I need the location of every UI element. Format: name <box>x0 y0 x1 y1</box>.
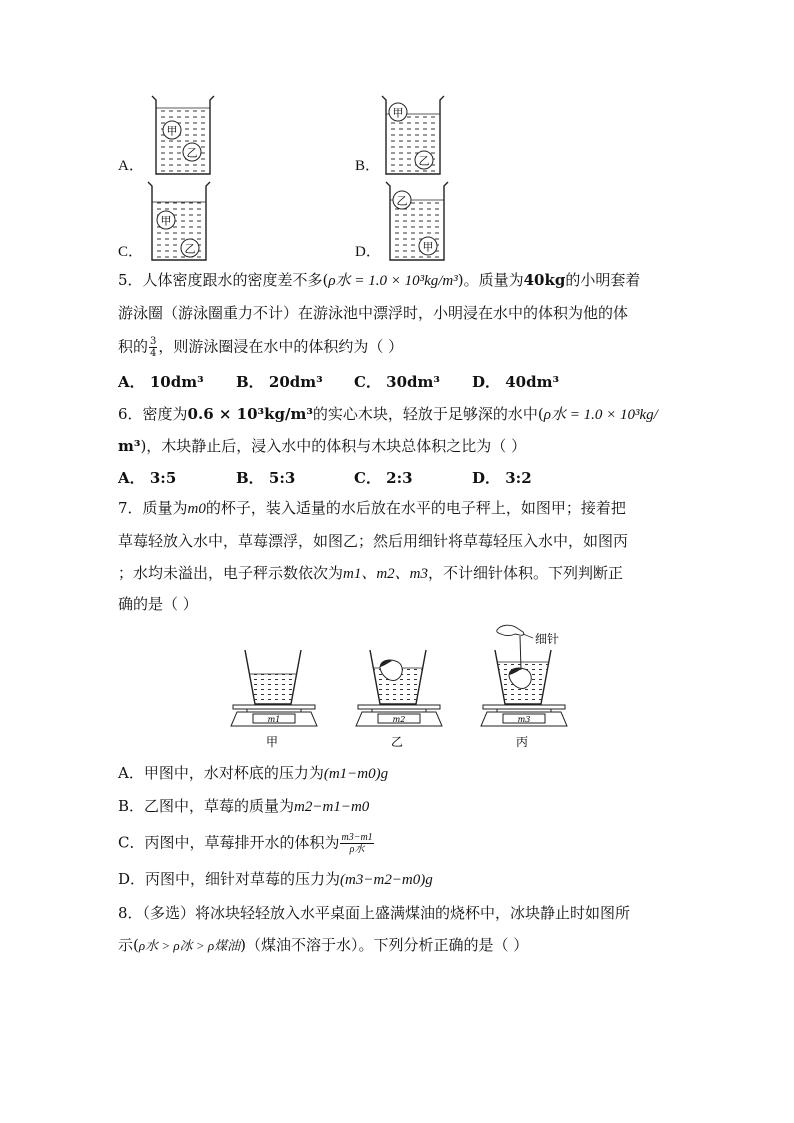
q7-figure <box>225 622 575 757</box>
q4-option-figures <box>110 90 470 262</box>
scale-label-m3: m3 <box>517 715 531 724</box>
q5-option-a[interactable]: A． 10dm³ <box>118 373 204 391</box>
ball-yi-label: 乙 <box>396 194 408 208</box>
q7-line-3: ；水均未溢出，电子秤示数依次为m1、m2、m3，不计细针体积。下列判断正 <box>118 564 624 582</box>
caption-bing: 丙 <box>515 735 529 749</box>
q7-line-1: 7．质量为m0的杯子，装入适量的水后放在水平的电子秤上，如图甲；接着把 <box>118 499 626 517</box>
beaker-b <box>382 96 444 174</box>
setup-bing <box>481 625 567 749</box>
q5-line-1: 5．人体密度跟水的密度差不多(ρ水 = 1.0 × 10³kg/m³)。质量为40kg的小明套着 <box>118 271 641 289</box>
q7-option-a[interactable]: A．甲图中，水对杯底的压力为(m1−m0)g <box>118 764 389 782</box>
q6-options <box>118 468 532 488</box>
q5-option-c[interactable]: C． 30dm³ <box>354 373 440 391</box>
fraction-volume: $\frac{m3-m1}{\text{ρ水}}$ <box>341 832 373 855</box>
q4-option-b-label[interactable]: B． <box>355 158 381 174</box>
beaker-a <box>152 96 214 174</box>
setup-yi <box>356 650 442 749</box>
ball-jia-label: 甲 <box>392 106 404 120</box>
caption-yi: 乙 <box>390 735 404 749</box>
ball-yi-label: 乙 <box>418 154 430 168</box>
beaker-c <box>148 182 210 260</box>
q7-line-4: 确的是（ ） <box>118 595 198 613</box>
rho-water: ρ水 = 1.0 × 10³kg/m³ <box>328 273 458 289</box>
q7-option-b[interactable]: B．乙图中，草莓的质量为m2−m1−m0 <box>118 797 370 815</box>
ball-jia-label: 甲 <box>166 124 178 138</box>
q6-option-d[interactable]: D． 3:2 <box>472 469 532 487</box>
scale-label-m1: m1 <box>267 715 281 724</box>
ball-yi-label: 乙 <box>184 242 196 256</box>
ball-jia-label: 甲 <box>422 240 434 254</box>
q4-option-c-label[interactable]: C． <box>118 244 144 260</box>
setup-jia <box>231 650 317 749</box>
q4-option-d-label[interactable]: D． <box>355 244 381 260</box>
q6-option-b[interactable]: B． 5:3 <box>236 469 296 487</box>
scale-label-m2: m2 <box>392 715 406 724</box>
hand-icon <box>497 625 524 635</box>
q5-options <box>118 372 559 392</box>
q8-line-1: 8．（多选）将冰块轻轻放入水平桌面上盛满煤油的烧杯中，冰块静止时如图所 <box>118 904 631 922</box>
q5-option-b[interactable]: B． 20dm³ <box>236 373 323 391</box>
caption-jia: 甲 <box>265 735 279 749</box>
q6-option-c[interactable]: C． 2:3 <box>354 469 413 487</box>
q5-option-d[interactable]: D． 40dm³ <box>472 373 560 391</box>
ball-yi-label: 乙 <box>186 146 198 160</box>
needle-label: 细针 <box>535 632 560 646</box>
ball-jia-label: 甲 <box>160 214 172 228</box>
q8-line-2: 示(ρ水 > ρ冰 > ρ煤油)（煤油不溶于水）。下列分析正确的是（ ） <box>118 936 529 954</box>
beaker-d <box>386 182 448 260</box>
q7-option-c[interactable]: C．丙图中，草莓排开水的体积为 $\frac{m3-m1}{\text{ρ水}}$ <box>118 832 373 855</box>
q6-line-2: m³)，木块静止后，浸入水中的体积与木块总体积之比为（ ） <box>118 437 527 455</box>
q6-line-1: 6．密度为0.6 × 10³kg/m³的实心木块，轻放于足够深的水中(ρ水 = 1.0 × 10³kg/ <box>118 405 658 423</box>
q4-option-a-label[interactable]: A． <box>118 158 144 174</box>
q5-line-3: 积的 $\frac{3}{4}$ ，则游泳圈浸在水中的体积约为（ ） <box>118 336 404 359</box>
fraction-three-quarters: $\frac{3}{4}$ <box>150 336 157 359</box>
q7-option-d[interactable]: D．丙图中，细针对草莓的压力为(m3−m2−m0)g <box>118 870 433 888</box>
q5-line-2: 游泳圈（游泳圈重力不计）在游泳池中漂浮时，小明浸在水中的体积为他的体 <box>118 304 629 322</box>
q7-line-2: 草莓轻放入水中，草莓漂浮，如图乙；然后用细针将草莓轻压入水中，如图丙 <box>118 532 629 550</box>
q6-option-a[interactable]: A． 3:5 <box>118 469 177 487</box>
